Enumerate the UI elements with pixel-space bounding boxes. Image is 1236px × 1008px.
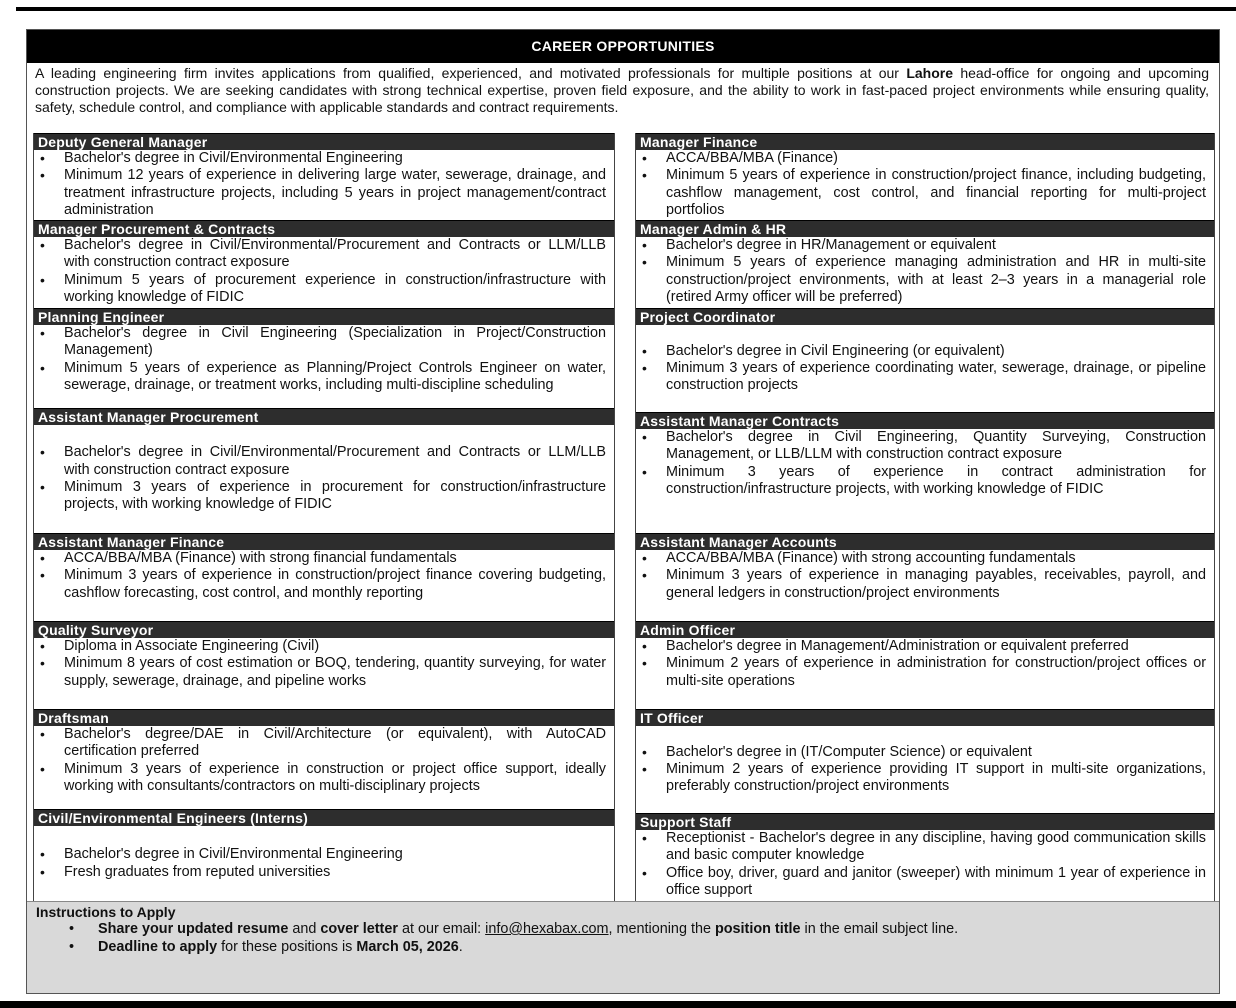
requirement-item: • Minimum 5 years of experience managing administration and HR in multi-site construction/project environments, with at least 2–3 years in a managerial role (retired Army officer will be preferred) <box>636 254 1214 306</box>
job-block <box>34 809 614 901</box>
job-requirements <box>34 726 614 809</box>
job-title: Project Coordinator <box>636 308 1214 325</box>
job-title: Planning Engineer <box>34 308 614 325</box>
requirements-list <box>34 726 614 795</box>
requirement-item: • ACCA/BBA/MBA (Finance) <box>636 150 1214 167</box>
job-block <box>34 533 614 621</box>
intro-location: Lahore <box>906 65 953 81</box>
requirements-list <box>34 550 614 602</box>
deadline-date: March 05, 2026 <box>356 938 459 955</box>
job-block <box>636 220 1214 308</box>
requirements-list <box>34 325 614 394</box>
instruction-text: , mentioning the <box>608 921 715 937</box>
requirement-item: • Bachelor's degree in Civil/Environmental Engineering <box>34 846 614 863</box>
job-requirements <box>34 237 614 308</box>
job-block <box>34 408 614 533</box>
job-block <box>34 621 614 709</box>
requirement-item: • Minimum 2 years of experience providing IT support in multi-site organizations, preferably construction/project environments <box>636 761 1214 796</box>
bottom-rule <box>0 1001 1236 1008</box>
requirements-list <box>34 638 614 690</box>
intro-text-after: head-office for ongoing and upcoming construction projects. We are seeking candidates with strong technical expertise, proven field exposure, and the ability to work in fast-paced project environments while ensuring quality, safety, schedule control, and compliance with applicable standards and contract requirements. <box>35 65 1209 115</box>
requirements-list <box>34 444 614 513</box>
instruction-bold-position-title: position title <box>714 921 801 937</box>
requirement-item: • Fresh graduates from reputed universities <box>34 864 614 881</box>
requirement-item: • Minimum 3 years of experience in contract administration for construction/infrastructure projects, with working knowledge of FIDIC <box>636 464 1214 499</box>
requirements-list <box>34 846 614 881</box>
job-requirements <box>34 638 614 709</box>
job-title: Civil/Environmental Engineers (Interns) <box>34 809 614 826</box>
job-block <box>636 621 1214 709</box>
job-requirements <box>636 638 1214 709</box>
job-title: Deputy General Manager <box>34 133 614 150</box>
instruction-text: in the email subject line. <box>800 921 959 937</box>
instructions-section <box>27 901 1219 993</box>
requirement-item: • Bachelor's degree in Civil Engineering (Specialization in Project/Construction Management) <box>34 325 614 360</box>
job-title: Draftsman <box>34 709 614 726</box>
instruction-item-email <box>27 921 1219 939</box>
job-block <box>34 133 614 220</box>
requirement-item: • Minimum 5 years of procurement experience in construction/infrastructure with working knowledge of FIDIC <box>34 272 614 307</box>
requirement-item: • Office boy, driver, guard and janitor (sweeper) with minimum 1 year of experience in office support <box>636 865 1214 900</box>
job-requirements <box>636 550 1214 621</box>
requirements-list <box>636 343 1214 395</box>
job-block <box>34 308 614 408</box>
job-requirements <box>34 425 614 533</box>
job-requirements <box>636 150 1214 220</box>
requirement-item: • Bachelor's degree in Civil Engineering (or equivalent) <box>636 343 1214 360</box>
instruction-bold-cover-letter: cover letter <box>320 921 398 937</box>
requirement-item: • Minimum 8 years of cost estimation or BOQ, tendering, quantity surveying, for water supply, sewerage, drainage, and pipeline works <box>34 655 614 690</box>
job-requirements <box>636 237 1214 308</box>
job-requirements <box>34 826 614 901</box>
job-block <box>34 709 614 809</box>
intro-text-before: A leading engineering firm invites applications from qualified, experienced, and motivated professionals for multiple positions at our <box>35 65 907 81</box>
requirement-item: • Minimum 12 years of experience in delivering large water, sewerage, drainage, and treatment infrastructure projects, including 5 years in project management/contract administration <box>34 167 614 219</box>
instruction-bold-resume: Share your updated resume <box>98 921 289 937</box>
instruction-item-deadline <box>27 939 1219 957</box>
instruction-text: for these positions is <box>217 938 357 955</box>
instructions-list <box>27 921 1219 956</box>
requirement-item: • Bachelor's degree in Civil Engineering, Quantity Surveying, Construction Management, or LLB/LLM with construction contract exposure <box>636 429 1214 464</box>
job-title: Support Staff <box>636 813 1214 830</box>
job-title: Assistant Manager Finance <box>34 533 614 550</box>
job-requirements <box>34 550 614 621</box>
banner-title: CAREER OPPORTUNITIES <box>27 30 1219 63</box>
right-column <box>635 133 1215 901</box>
requirement-item: • Minimum 5 years of experience in construction/project finance, including budgeting, cashflow management, cost control, and financial reporting for multi-project portfolios <box>636 167 1214 219</box>
intro-paragraph <box>27 63 1219 132</box>
instruction-bold-deadline: Deadline to apply <box>98 938 218 955</box>
requirement-item: • Diploma in Associate Engineering (Civil) <box>34 638 614 655</box>
job-title: Assistant Manager Contracts <box>636 412 1214 429</box>
requirement-item: • Bachelor's degree/DAE in Civil/Architecture (or equivalent), with AutoCAD certification preferred <box>34 726 614 761</box>
instruction-text: . <box>458 938 463 955</box>
job-requirements <box>636 429 1214 533</box>
requirements-list <box>636 744 1214 796</box>
instruction-text: at our email: <box>397 921 486 937</box>
job-block <box>636 709 1214 813</box>
job-block <box>636 308 1214 412</box>
requirement-item: • Receptionist - Bachelor's degree in any discipline, having good communication skills and basic computer knowledge <box>636 830 1214 865</box>
top-rule <box>16 7 1236 11</box>
requirements-list <box>636 237 1214 306</box>
requirements-list <box>636 638 1214 690</box>
job-requirements <box>34 325 614 408</box>
requirements-list <box>34 237 614 306</box>
requirements-list <box>636 429 1214 498</box>
requirement-item: • Minimum 3 years of experience in procurement for construction/infrastructure projects, with working knowledge of FIDIC <box>34 479 614 514</box>
job-requirements <box>636 726 1214 813</box>
requirement-item: • Bachelor's degree in Management/Administration or equivalent preferred <box>636 638 1214 655</box>
requirement-item: • Minimum 3 years of experience in construction or project office support, ideally working with consultants/contractors on multi-disciplinary projects <box>34 761 614 796</box>
job-requirements <box>636 830 1214 901</box>
requirements-list <box>636 150 1214 219</box>
job-title: Admin Officer <box>636 621 1214 638</box>
requirement-item: • Bachelor's degree in Civil/Environmental Engineering <box>34 150 614 167</box>
requirement-item: • Minimum 3 years of experience in construction/project finance covering budgeting, cashflow forecasting, cost control, and monthly reporting <box>34 567 614 602</box>
instruction-text: and <box>288 921 321 937</box>
requirements-list <box>636 550 1214 602</box>
requirement-item: • Minimum 3 years of experience coordinating water, sewerage, drainage, or pipeline construction projects <box>636 360 1214 395</box>
requirement-item: • Minimum 3 years of experience in managing payables, receivables, payroll, and general ledgers in construction/project environments <box>636 567 1214 602</box>
requirement-item: • Bachelor's degree in HR/Management or equivalent <box>636 237 1214 254</box>
requirement-item: • ACCA/BBA/MBA (Finance) with strong financial fundamentals <box>34 550 614 567</box>
instructions-title: Instructions to Apply <box>36 904 176 920</box>
requirement-item: • Minimum 2 years of experience in administration for construction/project offices or multi-site operations <box>636 655 1214 690</box>
requirement-item: • Bachelor's degree in Civil/Environmental/Procurement and Contracts or LLM/LLB with construction contract exposure <box>34 444 614 479</box>
job-title: IT Officer <box>636 709 1214 726</box>
career-advertisement <box>26 29 1220 994</box>
email-link[interactable]: info@hexabax.com <box>485 921 609 937</box>
job-block <box>636 533 1214 621</box>
job-title: Assistant Manager Accounts <box>636 533 1214 550</box>
job-title: Manager Finance <box>636 133 1214 150</box>
requirements-list <box>34 150 614 219</box>
job-title: Quality Surveyor <box>34 621 614 638</box>
job-title: Assistant Manager Procurement <box>34 408 614 425</box>
job-block <box>636 133 1214 220</box>
job-requirements <box>636 325 1214 412</box>
requirement-item: • Bachelor's degree in Civil/Environmental/Procurement and Contracts or LLM/LLB with construction contract exposure <box>34 237 614 272</box>
requirement-item: • Bachelor's degree in (IT/Computer Science) or equivalent <box>636 744 1214 761</box>
requirement-item: • Minimum 5 years of experience as Planning/Project Controls Engineer on water, sewerage, drainage, or treatment works, including multi-discipline scheduling <box>34 360 614 395</box>
job-block <box>636 813 1214 901</box>
job-title: Manager Procurement & Contracts <box>34 220 614 237</box>
job-block <box>636 412 1214 533</box>
positions-grid <box>27 133 1219 901</box>
job-requirements <box>34 150 614 220</box>
job-title: Manager Admin & HR <box>636 220 1214 237</box>
requirements-list <box>636 830 1214 899</box>
left-column <box>33 133 615 901</box>
requirement-item: • ACCA/BBA/MBA (Finance) with strong accounting fundamentals <box>636 550 1214 567</box>
job-block <box>34 220 614 308</box>
